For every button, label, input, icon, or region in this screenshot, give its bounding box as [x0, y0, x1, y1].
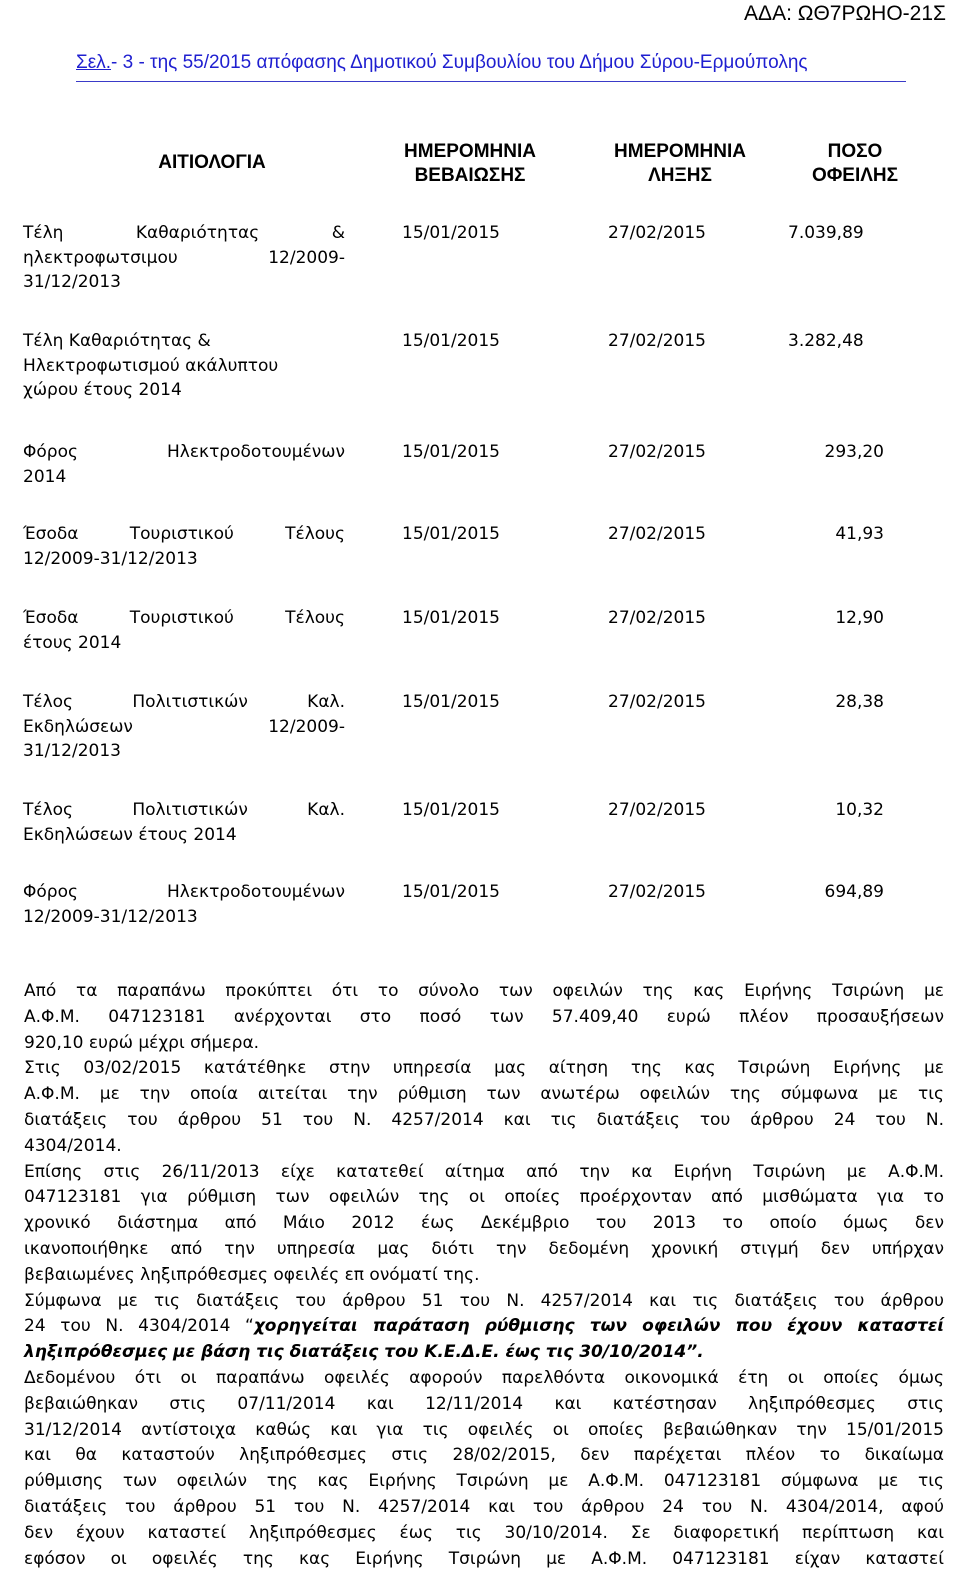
header-divider: [76, 81, 906, 82]
desc-line: ηλεκτροφωτσιμου 12/2009-: [23, 247, 345, 268]
desc-line: Φόρος Ηλεκτροδοτουμένων: [23, 442, 345, 462]
desc-line: 31/12/2013: [23, 272, 121, 292]
date-lixis: 27/02/2015: [608, 442, 706, 462]
row-description: [23, 880, 345, 929]
desc-line: έτους 2014: [23, 632, 122, 653]
date-bebaiosis: 15/01/2015: [402, 882, 500, 902]
text-line: Α.Φ.Μ. 047123181 ανέρχονται στο ποσό των 57.409,40 ευρώ πλέον προσαυξήσεων: [24, 1006, 944, 1027]
text-line: ρύθμισης των οφειλών της κας Ειρήνης Τσιρώνη με Α.Φ.Μ. 047123181 σύμφωνα με τις: [24, 1471, 944, 1492]
date-bebaiosis: 15/01/2015: [402, 331, 500, 351]
text-line: ικανοποιήθηκε από την υπηρεσία μας διότι την δεδομένη χρονική στιγμή δεν υπήρχαν: [24, 1238, 944, 1259]
text-line: 31/12/2014 αντίστοιχα καθώς και για τις οφειλές οι οποίες βεβαιώθηκαν την 15/01/2015: [24, 1419, 944, 1440]
text-line: ληξιπρόθεσμες με βάση τις διατάξεις του Κ.Ε.Δ.Ε. έως τις 30/10/2014”.: [24, 1342, 704, 1363]
text-line: 4304/2014.: [24, 1135, 122, 1156]
desc-line: Φόρος Ηλεκτροδοτουμένων: [23, 882, 345, 902]
row-description: [23, 440, 345, 489]
header-lixis-line1: ΗΜΕΡΟΜΗΝΙΑ: [614, 141, 746, 162]
row-description: [23, 606, 345, 655]
desc-line: 2014: [23, 466, 67, 487]
header-poso-line2: ΟΦΕΙΛΗΣ: [811, 165, 899, 186]
page-link[interactable]: Σελ.: [76, 52, 111, 73]
page-reference-text: - 3 - της 55/2015 απόφασης Δημοτικού Συμβουλίου του Δήμου Σύρου-Ερμούπολης: [111, 52, 808, 73]
amount: 12,90: [835, 608, 884, 628]
text-line: [24, 1314, 944, 1340]
desc-line: Έσοδα Τουριστικού Τέλους: [23, 608, 345, 628]
ada-code: ΑΔΑ: ΩΘ7ΡΩΗΟ-21Σ: [744, 2, 946, 25]
desc-line: 12/2009-31/12/2013: [23, 548, 198, 569]
date-bebaiosis: 15/01/2015: [402, 442, 500, 462]
date-bebaiosis: 15/01/2015: [402, 223, 500, 243]
date-lixis: 27/02/2015: [608, 524, 706, 544]
body-text: [24, 979, 944, 1572]
amount: 41,93: [835, 524, 884, 544]
header-poso-line1: ΠΟΣΟ: [827, 141, 883, 162]
row-description: [23, 329, 345, 403]
text-line: Από τα παραπάνω προκύπτει ότι το σύνολο των οφειλών της κας Ειρήνης Τσιρώνη με: [24, 981, 944, 1001]
text-line: εφόσον οι οφειλές της κας Ειρήνης Τσιρώνη με Α.Φ.Μ. 047123181 είχαν καταστεί: [24, 1548, 944, 1569]
desc-line: Τέλος Πολιτιστικών Καλ.: [23, 800, 345, 820]
desc-line: Τέλος Πολιτιστικών Καλ.: [23, 692, 345, 712]
desc-line: χώρου έτους 2014: [23, 380, 182, 400]
desc-line: 31/12/2013: [23, 741, 121, 761]
page-reference: [76, 52, 808, 74]
desc-line: Εκδηλώσεων 12/2009-: [23, 716, 345, 737]
text-run: 24 του Ν. 4304/2014 “: [24, 1316, 254, 1337]
amount: 293,20: [824, 442, 884, 462]
amount: 3.282,48: [788, 331, 864, 351]
row-description: [23, 522, 345, 571]
text-line: Α.Φ.Μ. με την οποία αιτείται την ρύθμιση των ανωτέρω οφειλών της σύμφωνα με τις: [24, 1084, 944, 1105]
desc-line: Τέλη Καθαριότητας &: [23, 223, 345, 243]
header-aitiologia: ΑΙΤΙΟΛΟΓΙΑ: [158, 152, 266, 173]
date-bebaiosis: 15/01/2015: [402, 692, 500, 712]
desc-line: Εκδηλώσεων έτους 2014: [23, 824, 237, 845]
text-line: και θα καταστούν ληξιπρόθεσμες στις 28/02/2015, δεν παρέχεται πλέον το δικαίωμα: [24, 1445, 944, 1466]
header-bebaiosis-line2: ΒΕΒΑΙΩΣΗΣ: [414, 165, 526, 186]
row-description: [23, 798, 345, 847]
date-lixis: 27/02/2015: [608, 882, 706, 902]
header-bebaiosis-line1: ΗΜΕΡΟΜΗΝΙΑ: [404, 141, 536, 162]
desc-line: Τέλη Καθαριότητας &: [23, 331, 211, 351]
text-line: 047123181 για ρύθμιση των οφειλών της οι οποίες προέρχονταν από μισθώματα για το: [24, 1187, 944, 1208]
date-lixis: 27/02/2015: [608, 608, 706, 628]
date-lixis: 27/02/2015: [608, 331, 706, 351]
text-line: Σύμφωνα με τις διατάξεις του άρθρου 51 του Ν. 4257/2014 και τις διατάξεις του άρθρου: [24, 1290, 944, 1311]
date-lixis: 27/02/2015: [608, 692, 706, 712]
desc-line: Ηλεκτροφωτισμού ακάλυπτου: [23, 355, 279, 376]
text-line: Επίσης στις 26/11/2013 είχε κατατεθεί αίτημα από την κα Ειρήνη Τσιρώνη με Α.Φ.Μ.: [24, 1161, 944, 1182]
desc-line: Έσοδα Τουριστικού Τέλους: [23, 524, 345, 544]
row-description: [23, 690, 345, 764]
text-line: διατάξεις του άρθρου 51 του Ν. 4257/2014 και του άρθρου 24 του Ν. 4304/2014, αφού: [24, 1496, 944, 1517]
header-bebaiosis: [370, 140, 570, 188]
header-lixis: [580, 140, 780, 188]
date-lixis: 27/02/2015: [608, 800, 706, 820]
desc-line: 12/2009-31/12/2013: [23, 906, 198, 927]
text-line: Δεδομένου ότι οι παραπάνω οφειλές αφορούν παρελθόντα οικονομικά έτη οι οποίες όμως: [24, 1367, 944, 1388]
text-line: Στις 03/02/2015 κατάτέθηκε στην υπηρεσία μας αίτηση της κας Τσιρώνη Ειρήνης με: [24, 1058, 944, 1079]
date-bebaiosis: 15/01/2015: [402, 524, 500, 544]
amount: 28,38: [835, 692, 884, 712]
header-poso: [795, 140, 915, 188]
amount: 10,32: [835, 800, 884, 820]
text-line: δεν έχουν καταστεί ληξιπρόθεσμες έως τις 30/10/2014. Σε διαφορετική περίπτωση και: [24, 1522, 944, 1543]
amount: 694,89: [824, 882, 884, 902]
table-header: [0, 140, 960, 186]
text-line: 920,10 ευρώ μέχρι σήμερα.: [24, 1032, 260, 1053]
date-lixis: 27/02/2015: [608, 223, 706, 243]
header-lixis-line2: ΛΗΞΗΣ: [648, 165, 712, 186]
text-line: διατάξεις του άρθρου 51 του Ν. 4257/2014 και τις διατάξεις του άρθρου 24 του Ν.: [24, 1109, 944, 1130]
quoted-run: χορηγείται παράταση ρύθμισης των οφειλών που έχουν καταστεί: [253, 1316, 944, 1337]
row-description: [23, 221, 345, 295]
date-bebaiosis: 15/01/2015: [402, 608, 500, 628]
text-line: βεβαιώθηκαν στις 07/11/2014 και 12/11/2014 και κατέστησαν ληξιπρόθεσμες στις: [24, 1393, 944, 1414]
amount: 7.039,89: [788, 223, 864, 243]
text-line: βεβαιωμένες ληξιπρόθεσμες οφειλές επ ονόματί της.: [24, 1264, 480, 1285]
date-bebaiosis: 15/01/2015: [402, 800, 500, 820]
text-line: χρονικό διάστημα από Μάιο 2012 έως Δεκέμβριο του 2013 το οποίο όμως δεν: [24, 1213, 944, 1234]
